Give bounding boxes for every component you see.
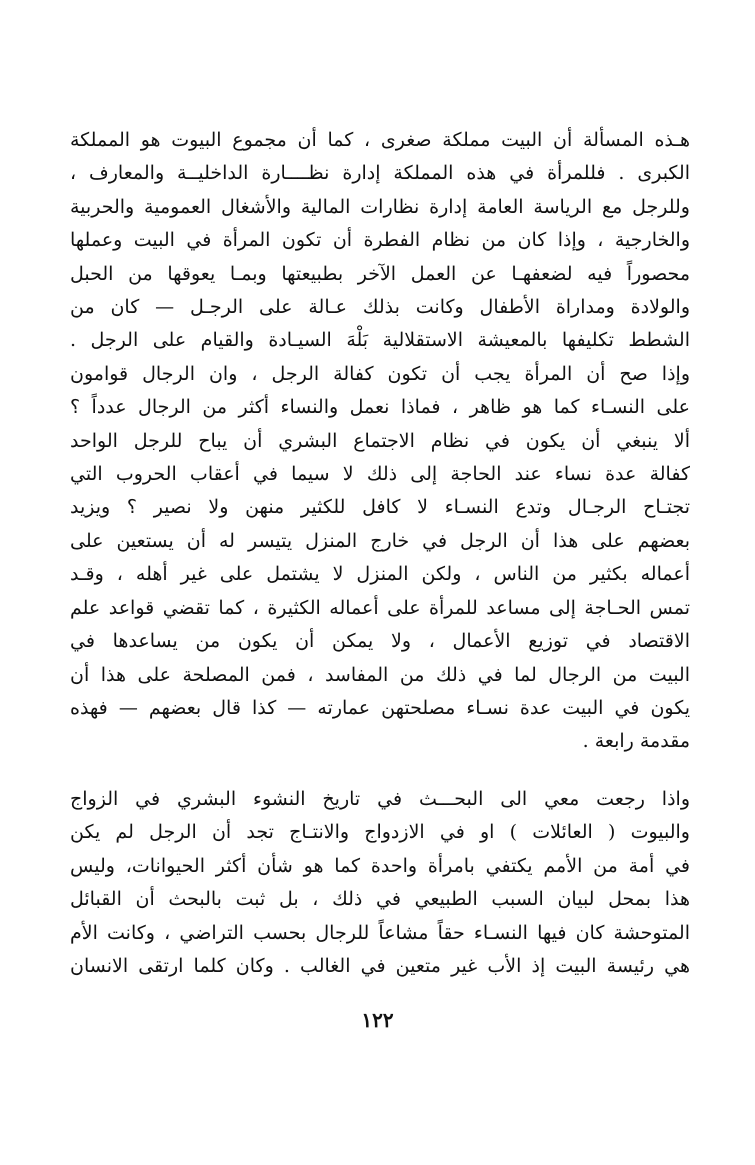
text-line: الشطط تكليفها بالمعيشة الاستقلالية بَلْهَ السيـادة والقيام على الرجل . [70, 329, 690, 352]
text-line: تجتـاح الرجـال وتدع النسـاء لا كافل للكثير منهن ولا نصير ؟ ويزيد [70, 496, 690, 519]
text-line: هـذه المسألة أن البيت مملكة صغرى ، كما أن مجموع البيوت هو المملكة [70, 129, 690, 151]
text-line: على النسـاء كما هو ظاهر ، فماذا نعمل والنساء أكثر من الرجال عدداً ؟ [70, 396, 690, 419]
main-text-bottom [70, 783, 690, 983]
page-number: ١٢٢ [361, 1008, 394, 1032]
text-line: الاقتصاد في توزيع الأعمال ، ولا يمكن أن يكون من يساعدها في [70, 630, 690, 653]
text-line: والبيوت ( العائلات ) او في الازدواج والانتـاج تجد أن الرجل لم يكن [70, 821, 690, 844]
text-line: ألا ينبغي أن يكون في نظام الاجتماع البشري أن يباح للرجل الواحد [70, 429, 690, 452]
text-line: المتوحشة كان فيها النسـاء حقاً مشاعاً للرجال بحسب التراضي ، وكانت الأم [70, 921, 690, 944]
text-line: في أمة من الأمم يكتفي بامرأة واحدة كما هو شأن أكثر الحيوانات، وليس [70, 854, 690, 877]
text-line: الكبرى . فللمرأة في هذه المملكة إدارة نظــــارة الداخليــة والمعارف ، [70, 162, 690, 185]
text-line: محصوراً فيه لضعفهـا عن العمل الآخر بطبيعتها وبمـا يعوقها من الحبل [70, 262, 690, 285]
text-line: أعماله بكثير من الناس ، ولكن المنزل لا يشتمل على غير أهله ، وقـد [70, 563, 690, 586]
text-line: بعضهم على هذا أن الرجل في خارج المنزل يتيسر له أن يستعين على [70, 529, 690, 552]
text-line: مقدمة رابعة . [582, 730, 690, 753]
text-line: وللرجل مع الرياسة العامة إدارة نظارات المالية والأشغال العمومية والحربية [70, 195, 690, 218]
text-line: وإذا صح أن المرأة يجب أن تكون كفالة الرجل ، وان الرجال قوامون [70, 362, 690, 385]
text-line: كفالة عدة نساء عند الحاجة إلى ذلك لا سيما في أعقاب الحروب التي [70, 463, 690, 486]
text-line: تمس الحـاجة إلى مساعد للمرأة على أعماله الكثيرة ، كما تقضي قواعد علم [70, 596, 690, 619]
text-line: والخارجية ، وإذا كان من نظام الفطرة أن تكون المرأة في البيت وعملها [70, 229, 690, 252]
text-line: واذا رجعت معي الى البحـــث في تاريخ النشوء البشري في الزواج [70, 788, 690, 810]
text-line: هي رئيسة البيت إذ الأب غير متعين في الغالب . وكان كلما ارتقى الانسان [70, 955, 690, 978]
text-line: والولادة ومداراة الأطفال وكانت بذلك عـالة على الرجـل — كان من [70, 296, 690, 319]
text-line: هذا بمحل لبيان السبب الطبيعي في ذلك ، بل ثبت بالبحث أن القبائل [70, 888, 690, 911]
text-line: يكون في البيت عدة نسـاء مصلحتهن عمارته — كذا قال بعضهم — فهذه [70, 696, 690, 719]
text-line: البيت من الرجال لما في ذلك من المفاسد ، فمن المصلحة على هذا أن [70, 663, 690, 686]
main-text-top [70, 124, 690, 759]
